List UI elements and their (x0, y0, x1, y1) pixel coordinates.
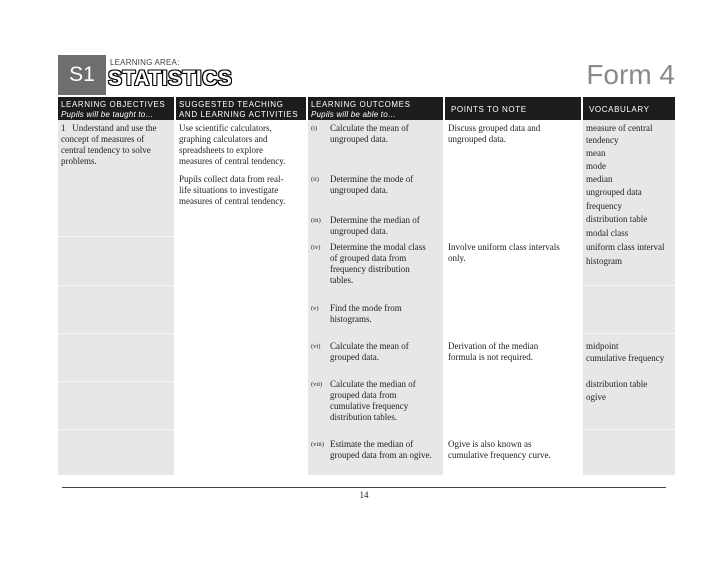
page-number: 14 (359, 490, 369, 500)
vocab-item: midpoint (586, 341, 619, 351)
header-notes: POINTS TO NOTE (451, 105, 527, 114)
vocab-item: median (586, 174, 613, 184)
vocab-item: histogram (586, 256, 622, 266)
vocab-item: uniform class interval (586, 242, 665, 252)
vocab-item: cumulative frequency (586, 353, 665, 363)
column-divider (581, 97, 583, 475)
column-divider (306, 97, 308, 475)
vocab-item: frequency (586, 201, 622, 211)
row-line (583, 429, 675, 430)
column-divider (174, 97, 176, 475)
page-header (58, 55, 675, 95)
vocab-item: ogive (586, 392, 606, 402)
header-outcomes: LEARNING OUTCOMES Pupils will be able to… (311, 100, 411, 119)
header-vocabulary: VOCABULARY (589, 105, 650, 114)
objective-text: 1 Understand and use the concept of measures of central tendency to solve problems. (61, 123, 157, 166)
column-objectives (58, 120, 174, 475)
footer-rule (62, 487, 666, 488)
vocab-item: tendency (586, 135, 619, 145)
row-line (58, 429, 174, 430)
note-1: Discuss grouped data and ungrouped data. (448, 123, 541, 144)
column-divider (443, 97, 445, 475)
learning-area-code: S1 (58, 55, 106, 95)
row-line (58, 381, 174, 382)
vocab-item: distribution table (586, 214, 648, 224)
header-objectives: LEARNING OBJECTIVES Pupils will be taught to… (61, 100, 166, 119)
note-2: Involve uniform class intervals only. (448, 242, 560, 263)
header-activities: SUGGESTED TEACHING AND LEARNING ACTIVITIES (179, 100, 299, 119)
column-notes (445, 120, 581, 475)
row-line (583, 285, 675, 286)
row-line (58, 285, 174, 286)
vocab-item: measure of central (586, 123, 653, 133)
activity-2: Pupils collect data from real- life situations to investigate measures of central tendency. (179, 174, 286, 206)
vocab-item: mean (586, 148, 606, 158)
row-line (58, 333, 174, 334)
vocab-item: modal class (586, 228, 629, 238)
syllabus-table: LEARNING OBJECTIVES Pupils will be taught to… SUGGESTED TEACHING AND LEARNING ACTIVITIES LEARNING OUTCOMES Pupils will be able to… POINTS TO NOTE VOCABULARY 1 Understand and use the concept of measures of central tendency to solve problems. Use scientific calculators, graphing calculators and spreadsheets to explore measures of central tendency. Pupils collect data from real- life situations to investigate measures of central tendency. (i) Calculate the mean of ungrouped data. (ii) Determine the mode of ungrouped data. (iii) Determine the median of ungrouped data. (iv) Determine the modal class of grouped data from frequency distribution tables. (v) Find the mode from histograms. (vi) Calculate the mean of grouped data. (vii) Calculate the median of grouped data from cumulative frequency distribution tables. (viii) Estimate the median of grouped data from an ogive. Discuss grouped data and ungrouped data. Involve uniform class intervals only. Derivation of the median formula is not required. Ogive is also known as cumulative frequency curve. measure of central tendency mean mode median ungrouped data frequency distribution table modal class uniform class interval histogram midpoint cumulative frequency distribution table ogive (58, 97, 675, 475)
learning-area-title: STATISTICS (108, 67, 233, 90)
note-4: Ogive is also known as cumulative frequency curve. (448, 439, 551, 460)
vocab-item: ungrouped data (586, 187, 642, 197)
vocab-item: distribution table (586, 379, 648, 389)
activity-1: Use scientific calculators, graphing calculators and spreadsheets to explore measures of central tendency. (179, 123, 286, 166)
objective-number: 1 (61, 123, 66, 133)
vocab-item: mode (586, 161, 606, 171)
form-label: Form 4 (586, 59, 675, 90)
row-line (58, 236, 174, 237)
row-line (583, 333, 675, 334)
note-3: Derivation of the median formula is not required. (448, 341, 539, 362)
learning-area-label: LEARNING AREA: (110, 58, 180, 67)
